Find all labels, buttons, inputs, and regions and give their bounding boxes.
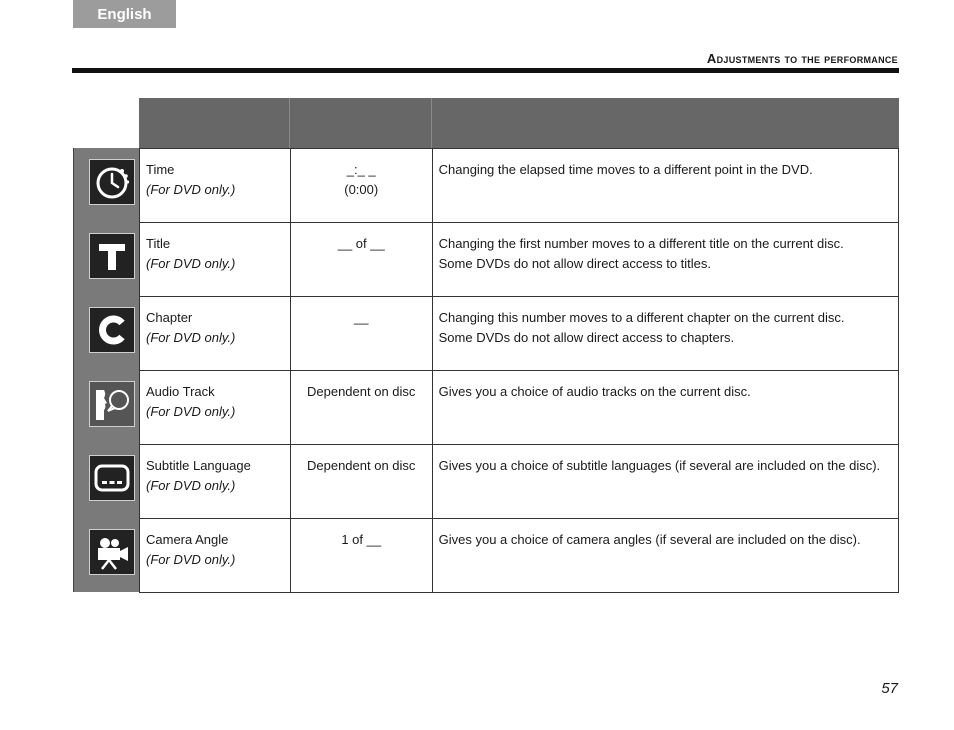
chapter-c-icon [89, 307, 135, 353]
table-row [140, 445, 899, 519]
value-line: __ of __ [337, 236, 385, 251]
description-line: Changing the elapsed time moves to a different point in the DVD. [438, 162, 813, 177]
setting-note: (For DVD only.) [146, 404, 236, 419]
value-cell [291, 371, 433, 444]
description-line: Gives you a choice of subtitle languages (if several are included on the disc). [438, 458, 881, 473]
header-cell-description [432, 98, 899, 148]
setting-cell [140, 149, 291, 222]
setting-name: Audio Track [146, 384, 215, 399]
speaking-head-icon [89, 381, 135, 427]
table-row [140, 149, 899, 223]
setting-name: Title [146, 236, 171, 251]
value-line: Dependent on disc [307, 384, 416, 399]
setting-name: Camera Angle [146, 532, 229, 547]
setting-name: Subtitle Language [146, 458, 251, 473]
description-line: Changing this number moves to a different chapter on the current disc. [438, 310, 845, 325]
header-cell-value [290, 98, 432, 148]
table-row [140, 223, 899, 297]
value-cell [291, 223, 433, 296]
setting-note: (For DVD only.) [146, 182, 236, 197]
header-rule [72, 68, 899, 73]
description-cell [433, 519, 899, 592]
description-line: Gives you a choice of camera angles (if several are included on the disc). [438, 532, 861, 547]
clock-icon [89, 159, 135, 205]
description-cell [433, 149, 899, 222]
setting-name: Chapter [146, 310, 193, 325]
description-cell [433, 297, 899, 370]
setting-note: (For DVD only.) [146, 552, 236, 567]
value-cell [291, 149, 433, 222]
setting-note: (For DVD only.) [146, 478, 236, 493]
value-line: 1 of __ [341, 532, 382, 547]
setting-note: (For DVD only.) [146, 330, 236, 345]
setting-name: Time [146, 162, 175, 177]
setting-cell [140, 223, 291, 296]
description-line: Gives you a choice of audio tracks on the current disc. [438, 384, 751, 399]
title-t-icon [89, 233, 135, 279]
setting-cell [140, 371, 291, 444]
value-cell [291, 445, 433, 518]
setting-note: (For DVD only.) [146, 256, 236, 271]
value-line: Dependent on disc [307, 458, 416, 473]
setting-cell [140, 297, 291, 370]
settings-table [139, 148, 899, 593]
description-cell [433, 445, 899, 518]
icon-column [73, 148, 139, 592]
description-line: Some DVDs do not allow direct access to titles. [438, 256, 712, 271]
table-row [140, 297, 899, 371]
description-line: Changing the first number moves to a different title on the current disc. [438, 236, 844, 251]
subtitle-screen-icon [89, 455, 135, 501]
language-tab-english[interactable]: English [73, 0, 176, 28]
value-line: _:_ _ [346, 162, 376, 177]
value-line: (0:00) [344, 182, 379, 197]
section-title: Adjustments to the performance [706, 51, 898, 66]
table-header-row [139, 98, 899, 148]
value-cell [291, 297, 433, 370]
table-row [140, 371, 899, 445]
value-cell [291, 519, 433, 592]
description-line: Some DVDs do not allow direct access to chapters. [438, 330, 735, 345]
movie-camera-icon [89, 529, 135, 575]
description-cell [433, 223, 899, 296]
setting-cell [140, 445, 291, 518]
value-line: __ [353, 310, 369, 325]
page-number: 57 [881, 680, 898, 697]
setting-cell [140, 519, 291, 592]
description-cell [433, 371, 899, 444]
table-row [140, 519, 899, 593]
header-cell-setting [139, 98, 290, 148]
